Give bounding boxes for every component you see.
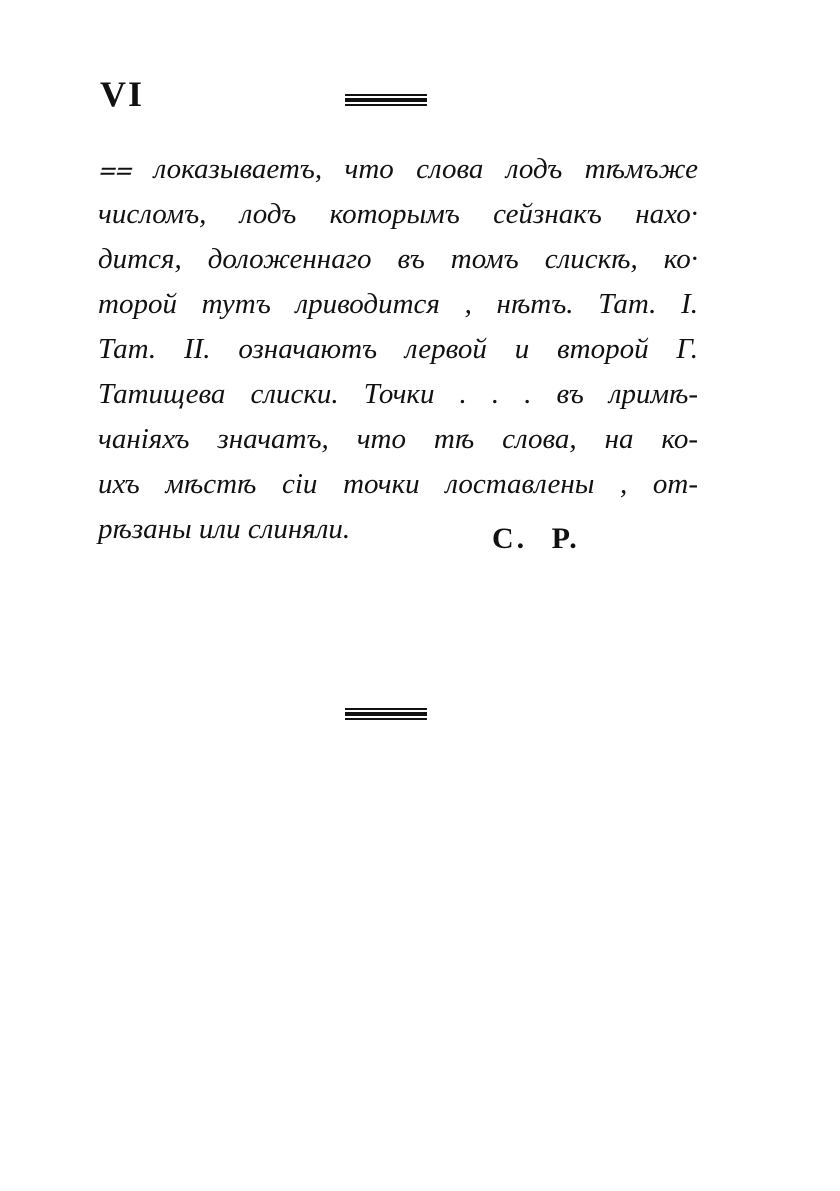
- bottom-ornament-rule: [345, 708, 427, 721]
- text-line: торой тутъ лриводится , нѣтъ. Тат. I.: [98, 288, 698, 320]
- text-line: Тат. II. означаютъ лервой и второй Г.: [98, 333, 698, 365]
- text-line: дится, доложеннаго въ томъ слискѣ, ко·: [98, 243, 698, 275]
- text-line: чаніяхъ значатъ, что тѣ слова, на ко-: [98, 423, 698, 455]
- text-line: Татищева слиски. Точки . . . въ лримѣ-: [98, 378, 698, 410]
- text-line: ихъ мѣстѣ сіи точки лоставлены , от-: [98, 468, 698, 500]
- page-number: VI: [100, 74, 145, 114]
- text-line: рѣзаны или слиняли.: [98, 513, 351, 545]
- body-paragraph: [98, 147, 698, 552]
- text-line: ⩵ локазываетъ, что слова лодъ тѣмъже: [98, 153, 698, 185]
- signature: С. Р.: [492, 522, 580, 555]
- text-line: числомъ, лодъ которымъ сейзнакъ нахо·: [98, 198, 698, 230]
- top-ornament-rule: [345, 94, 427, 107]
